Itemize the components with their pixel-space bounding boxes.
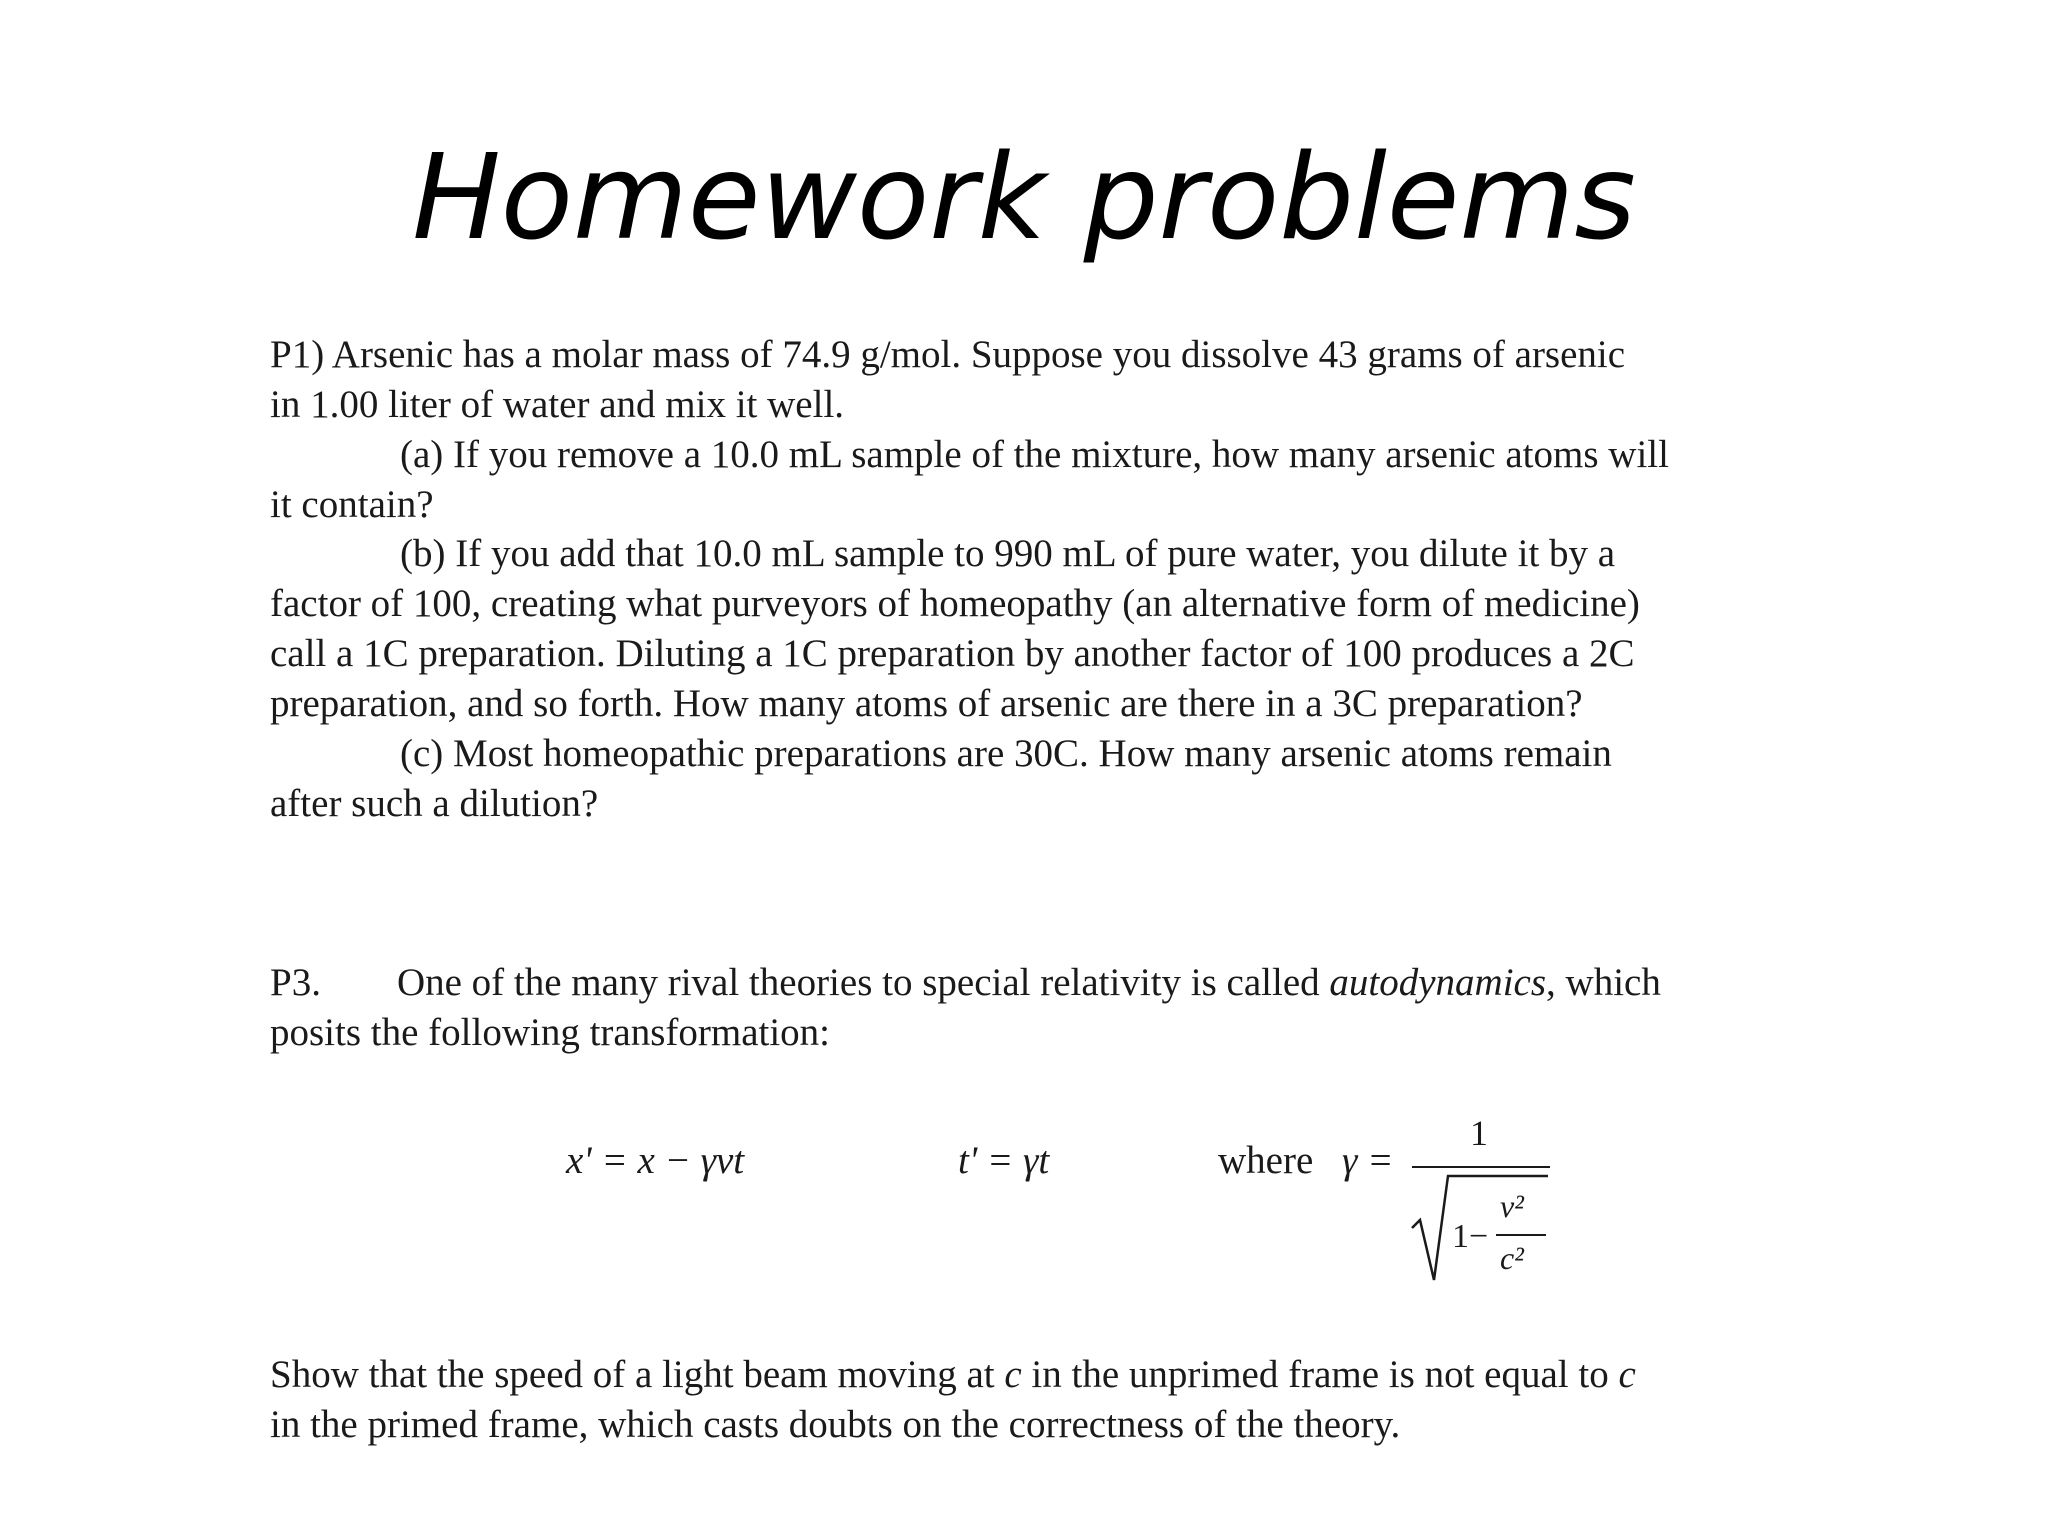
equation-gamma: γ = — [1342, 1139, 1394, 1182]
sqrt-one-minus: 1− — [1452, 1218, 1489, 1255]
p1-part-a: (a) If you remove a 10.0 mL sample of the mixture, how many arsenic atoms will — [400, 433, 1669, 476]
gamma-numerator: 1 — [1470, 1113, 1488, 1153]
p3-intro-text: One of the many rival theories to special relativity is called — [396, 961, 1330, 1004]
p1-part-c: (c) Most homeopathic preparations are 30C. How many arsenic atoms remain — [400, 732, 1612, 775]
v-squared: v² — [1500, 1188, 1524, 1224]
p3-label: P3. — [270, 961, 321, 1004]
symbol-c: c — [1618, 1353, 1636, 1396]
p1-line: in 1.00 liter of water and mix it well. — [270, 383, 845, 426]
p3-intro-line — [270, 958, 1661, 1008]
p3-intro-italic: autodynamics — [1329, 961, 1547, 1004]
p3-line: posits the following transformation: — [270, 1011, 831, 1054]
p3-closing-line: Show that the speed of a light beam moving at c in the unprimed frame is not equal to c — [270, 1353, 1636, 1396]
v-over-c-bar — [1496, 1234, 1546, 1236]
c-squared: c² — [1500, 1240, 1524, 1276]
equation-where: where — [1218, 1139, 1314, 1182]
equation-t-prime: t' = γt — [958, 1139, 1050, 1182]
p1-line: after such a dilution? — [270, 782, 599, 825]
slide-title: Homework problems — [412, 128, 1636, 266]
p1-line: it contain? — [270, 483, 434, 526]
equation-x-prime: x' = x − γvt — [566, 1139, 745, 1182]
symbol-c: c — [1004, 1353, 1022, 1396]
p1-line: call a 1C preparation. Diluting a 1C preparation by another factor of 100 produces a 2C — [270, 632, 1635, 675]
p1-part-b: (b) If you add that 10.0 mL sample to 990 mL of pure water, you dilute it by a — [400, 532, 1616, 575]
p3-intro-suffix: , which — [1546, 961, 1661, 1004]
p1-line: preparation, and so forth. How many atoms of arsenic are there in a 3C preparation? — [270, 682, 1583, 725]
p1-line: P1) Arsenic has a molar mass of 74.9 g/mol. Suppose you dissolve 43 grams of arsenic — [270, 333, 1626, 376]
p3-closing-line-2: in the primed frame, which casts doubts on the correctness of the theory. — [270, 1403, 1401, 1446]
p1-line: factor of 100, creating what purveyors of homeopathy (an alternative form of medicine) — [270, 582, 1640, 625]
